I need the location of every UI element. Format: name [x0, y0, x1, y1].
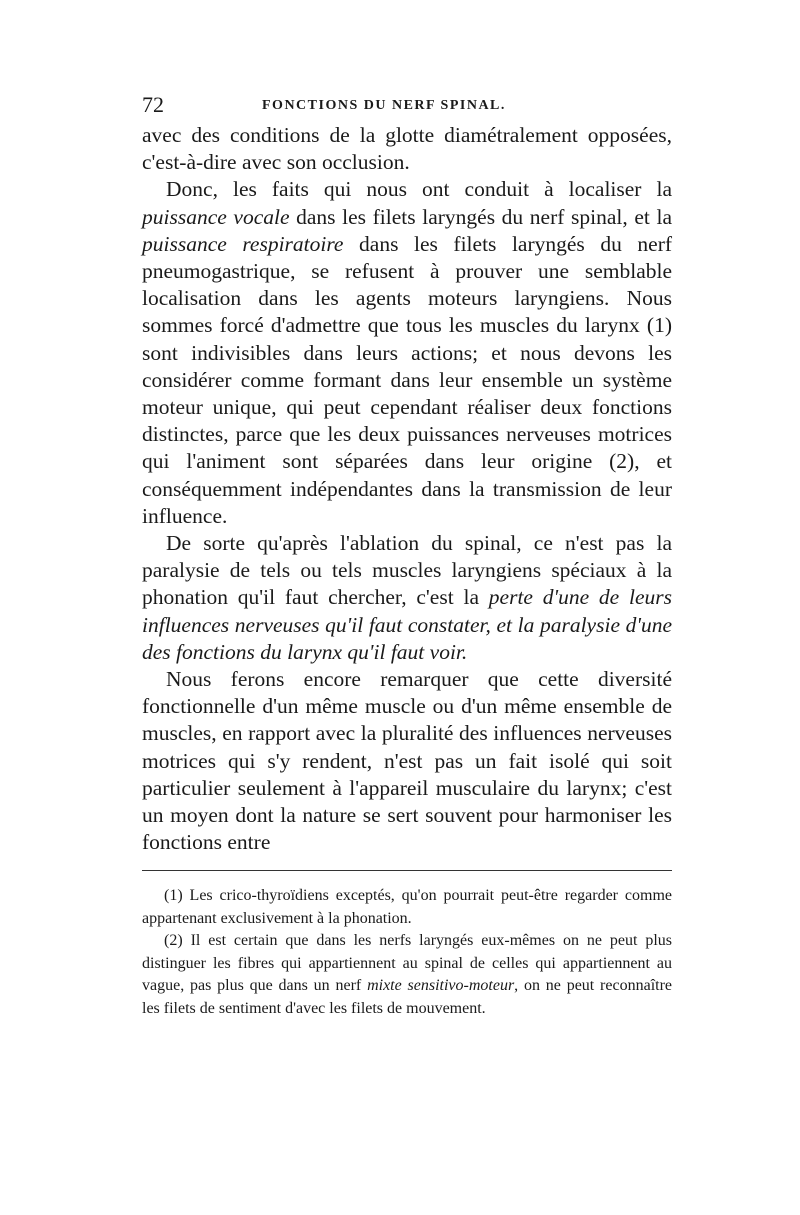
- book-page: [142, 92, 672, 1020]
- footnote-1: (1) Les crico-thyroïdiens exceptés, qu'on pourrait peut-être regarder comme appartenant exclusivement à la phonation.: [142, 887, 672, 927]
- paragraph-3-text: De sorte qu'après l'ablation du spinal, ce n'est pas la paralysie de tels ou tels muscles laryngiens spéciaux à la phonation qu'il faut chercher, c'est la: [142, 531, 672, 610]
- paragraph-2: [142, 176, 672, 530]
- paragraph-2-text-b: dans les filets laryngés du nerf spinal, et la: [289, 204, 672, 229]
- paragraph-1-text: avec des conditions de la glotte diamétralement opposées, c'est-à-dire avec son occlusion.: [142, 123, 672, 175]
- paragraph-4-text: Nous ferons encore remarquer que cette diversité fonctionnelle d'un même muscle ou d'un même ensemble de muscles, en rapport avec la pluralité des influences nerveuses motrices qui s'y rendent, n'est pas un fait isolé qui soit particulier seulement à l'appareil musculaire du larynx; c'est un moyen dont la nature se sert souvent pour harmoniser les fonctions entre: [142, 667, 672, 855]
- footnote-2: [142, 930, 672, 1020]
- paragraph-2-text-c: dans les filets laryngés du nerf pneumogastrique, se refusent à prouver une semblable localisation dans les agents moteurs laryngiens. Nous sommes forcé d'admettre que tous les muscles du larynx (1) sont indivisibles dans leurs actions; et nous devons les considérer comme formant dans leur ensemble un système moteur unique, qui peut cependant réaliser deux fonctions distinctes, parce que les deux puissances nerveuses motrices qui l'animent sont séparées dans leur origine (2), et conséquemment indépendantes dans la transmission de leur influence.: [142, 231, 673, 528]
- footnotes: [142, 885, 672, 1020]
- footnote-2-italic: mixte sensitivo-moteur: [367, 977, 515, 995]
- paragraph-4: [142, 666, 672, 856]
- paragraph-2-italic-1: puissance vocale: [142, 204, 290, 229]
- paragraph-3-italic: perte d'une de leurs influences nerveuses qu'il faut constater, et la paralysie d'une des fonctions du larynx qu'il faut voir.: [142, 585, 673, 664]
- footnote-2-text-a: (2) Il est certain que dans les nerfs laryngés eux-mêmes on ne peut plus distinguer les fibres qui appartiennent au spinal de celles qui appartiennent au vague, pas plus que dans un nerf: [142, 932, 672, 995]
- running-title: FONCTIONS DU NERF SPINAL.: [262, 98, 506, 113]
- page-number: 72: [142, 92, 164, 117]
- paragraph-1: [142, 122, 672, 176]
- main-text: [142, 122, 672, 856]
- paragraph-2-italic-2: puissance respiratoire: [142, 231, 344, 256]
- paragraph-2-text-a: Donc, les faits qui nous ont conduit à localiser la: [166, 177, 672, 202]
- page-header: [142, 92, 672, 122]
- footnote-2-text-b: , on ne peut reconnaître les filets de sentiment d'avec les filets de mouvement.: [142, 977, 673, 1017]
- footnote-divider: [142, 870, 672, 871]
- paragraph-3: [142, 530, 672, 666]
